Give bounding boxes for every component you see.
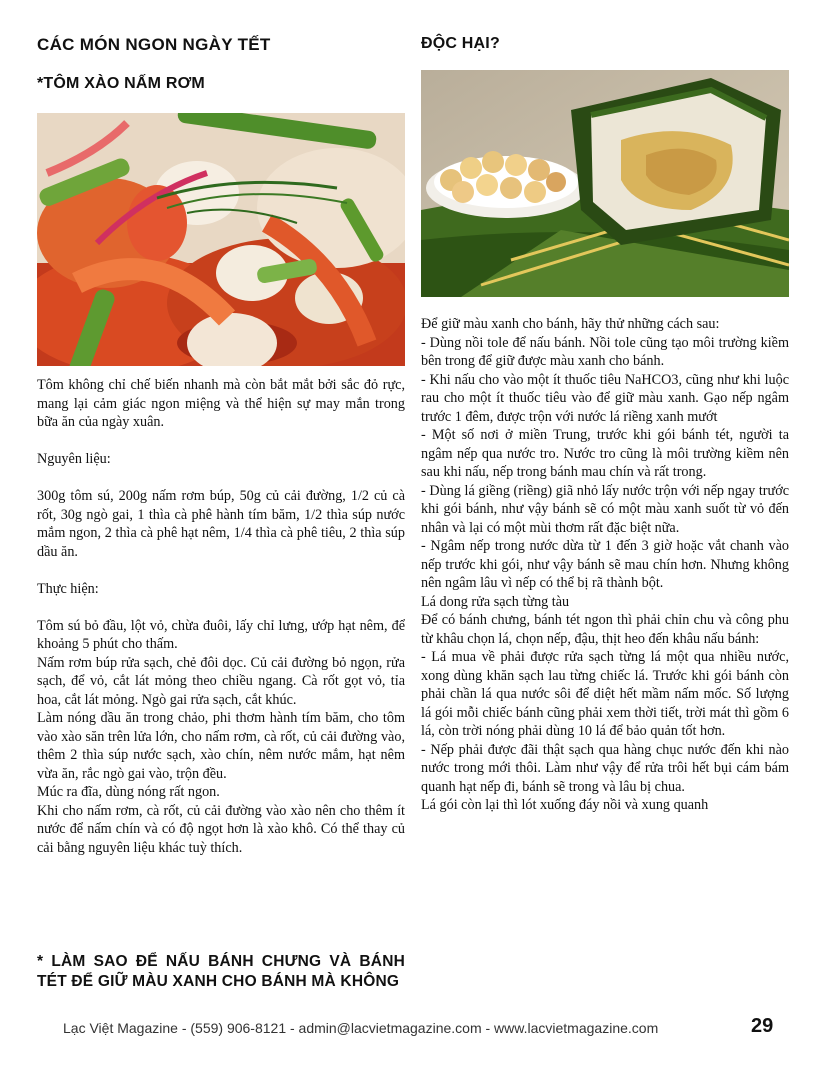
recipe-intro: Tôm không chỉ chế biến nhanh mà còn bắt mắt bởi sắc đỏ rực, mang lại cảm giác ngon miệng và thể hiện sự may mắn trong bữa ăn của ngày xuân. bbox=[37, 377, 405, 430]
recipe-title: *TÔM XÀO NẤM RƠM bbox=[37, 75, 205, 92]
method-step: Múc ra đĩa, dùng nóng rất ngon. bbox=[37, 784, 220, 800]
section-title: CÁC MÓN NGON NGÀY TẾT bbox=[37, 35, 271, 54]
page-footer bbox=[0, 1014, 825, 1044]
article-paragraph: - Nếp phải được đãi thật sạch qua hàng chục nước đến khi nào nước trong mới thôi. Làm như vậy để rửa trôi hết bụi cám bám quanh hạt nếp đi, bánh sẽ trong và lâu bị chua. bbox=[421, 741, 789, 795]
article-paragraph: Để giữ màu xanh cho bánh, hãy thử những cách sau: bbox=[421, 316, 720, 332]
article-heading: * LÀM SAO ĐỂ NẤU BÁNH CHƯNG VÀ BÁNH TÉT ĐỂ GIỮ MÀU XANH CHO BÁNH MÀ KHÔNG bbox=[37, 953, 405, 990]
method-step: Làm nóng dầu ăn trong chảo, phi thơm hành tím băm, cho tôm vào xào săn trên lửa lớn, cho nấm rơm, cà rốt, củ cải đường vào, thêm 2 thìa súp nước sạch, xào chín, nêm nước mắm, hạt nêm vừa ăn, rắc ngò gai vào, trộn đều. bbox=[37, 710, 405, 782]
article-paragraph: - Khi nấu cho vào một ít thuốc tiêu NaHCO3, cũng như khi luộc rau cho một ít thuốc tiêu vào để giữ màu xanh. Gạo nếp ngâm trước 1 đêm, được trộn với nước lá riềng xanh mướt bbox=[421, 371, 789, 425]
article-paragraph: Lá dong rửa sạch từng tàu bbox=[421, 593, 570, 610]
shrimp-dish-photo bbox=[37, 113, 405, 366]
article-paragraph: - Dùng nồi tole để nấu bánh. Nồi tole cũng tạo môi trường kiềm bên trong để giữ được màu xanh cho bánh. bbox=[421, 334, 789, 369]
article-paragraph: - Một số nơi ở miền Trung, trước khi gói bánh tét, người ta ngâm nếp qua nước tro. Nước tro cũng là môi trường kiềm nên sau khi nấu, nếp trong bánh mau chín và rất trong. bbox=[421, 427, 789, 480]
continued-heading: ĐỘC HẠI? bbox=[421, 35, 500, 52]
ingredients-list: 300g tôm sú, 200g nấm rơm búp, 50g củ cải đường, 1/2 củ cà rốt, 30g ngò gai, 1 thìa cà phê hành tím băm, 1/2 thìa súp nước mắm ngon, 2 thìa cà phê hạt nêm, 1/4 thìa cà phê tiêu, 2 thìa súp dầu ăn. bbox=[37, 488, 405, 560]
footer-contact: Lạc Việt Magazine - (559) 906-8121 - admin@lacvietmagazine.com - www.lacvietmagazine.com bbox=[63, 1020, 659, 1036]
recipe-body bbox=[37, 376, 405, 857]
method-step: Nấm rơm búp rửa sạch, chẻ đôi dọc. Củ cải đường bỏ ngọn, rửa sạch, để vỏ, cắt lát mỏng theo chiều ngang. Cà rốt gọt vỏ, tỉa hoa, cắt lát mỏng. Ngò gai rửa sạch, cắt khúc. bbox=[37, 654, 405, 708]
article-paragraph: - Lá mua về phải được rửa sạch từng lá một qua nhiều nước, xong dùng khăn sạch lau từng chiếc lá. Trước khi gói bánh còn phải chần lá qua nước sôi để diệt hết mầm nấm mốc. Số lượng lá gói mỗi chiếc bánh cũng phải xem thời tiết, trời mát thì gồm 6 lá, còn trời nóng phải dùng 10 lá để bảo quản tốt hơn. bbox=[421, 649, 789, 739]
article-paragraph: Lá gói còn lại thì lót xuống đáy nồi và xung quanh bbox=[421, 797, 709, 813]
method-step: Khi cho nấm rơm, cà rốt, củ cải đường vào xào nên cho thêm ít nước để nấm chín và có độ ngọt hơn là xào khô. Có thể thay củ cải bằng nguyên liệu khác tuỳ thích. bbox=[37, 802, 405, 856]
page-number: 29 bbox=[751, 1015, 774, 1037]
article-paragraph: - Dùng lá giềng (riềng) giã nhỏ lấy nước trộn với nếp ngay trước khi gói bánh, như vậy bánh sẽ có một màu xanh suốt từ vỏ đến nhân và lại có một mùi thơm rất đặc biệt nữa. bbox=[421, 482, 789, 536]
article-body bbox=[421, 315, 789, 815]
ingredients-label: Nguyên liệu: bbox=[37, 451, 111, 467]
method-label: Thực hiện: bbox=[37, 580, 99, 597]
article-paragraph: - Ngâm nếp trong nước dừa từ 1 đến 3 giờ hoặc vắt chanh vào nếp trước khi gói, như vậy bánh sẽ mau chín hơn. Nhưng không nên ngâm lâu vì nếp có thể bị rã thành bột. bbox=[421, 538, 789, 591]
method-step: Tôm sú bỏ đầu, lột vỏ, chừa đuôi, lấy chỉ lưng, ướp hạt nêm, để khoảng 5 phút cho thấm. bbox=[37, 617, 405, 652]
banh-chung-photo bbox=[421, 70, 789, 297]
article-paragraph: Để có bánh chưng, bánh tét ngon thì phải chỉn chu và công phu từ khâu chọn lá, chọn nếp, đậu, thịt heo đến khâu nấu bánh: bbox=[421, 612, 789, 647]
